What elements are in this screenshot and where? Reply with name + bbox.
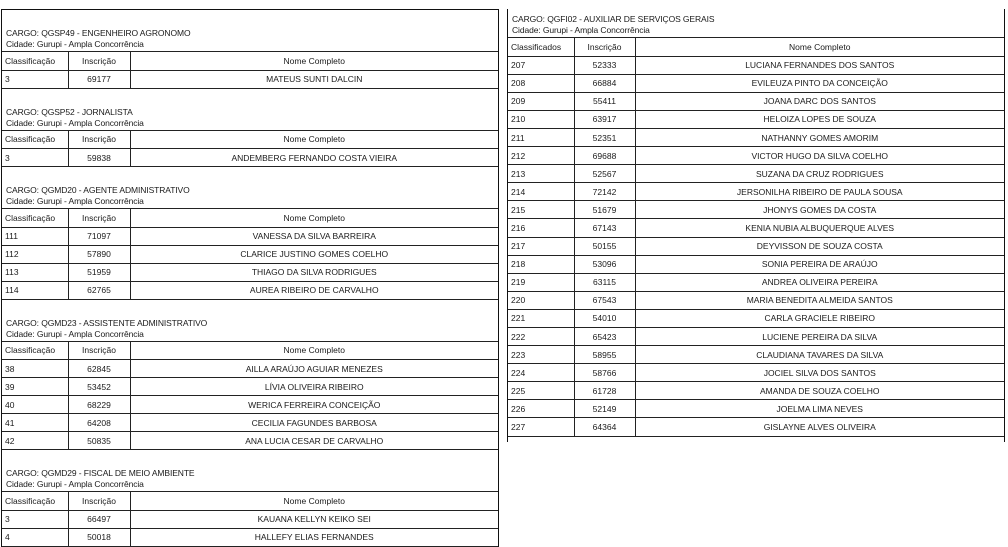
cell-inscricao: 58766 [574, 364, 635, 382]
cell-classificacao: 41 [2, 414, 68, 432]
section-header [508, 9, 1004, 38]
column-header-inscricao: Inscrição [68, 492, 130, 510]
cell-classificacao: 218 [508, 255, 574, 273]
column-header-nome: Nome Completo [635, 38, 1004, 56]
cell-inscricao: 61728 [574, 382, 635, 400]
cell-inscricao: 57890 [68, 245, 130, 263]
cell-nome: LUCIENE PEREIRA DA SILVA [635, 328, 1004, 346]
cell-classificacao: 113 [2, 263, 68, 281]
cargo-title: CARGO: QGMD20 - AGENTE ADMINISTRATIVO [6, 185, 190, 195]
table-header-row [2, 131, 498, 149]
cell-inscricao: 71097 [68, 227, 130, 245]
cargo-title: CARGO: QGMD29 - FISCAL DE MEIO AMBIENTE [6, 468, 195, 478]
cell-classificacao: 207 [508, 56, 574, 74]
table-row [508, 382, 1004, 400]
cell-classificacao: 223 [508, 346, 574, 364]
cidade-label: Cidade: Gurupi - Ampla Concorrência [6, 328, 144, 339]
cargo-title: CARGO: QGFI02 - AUXILIAR DE SERVIÇOS GERAIS [512, 14, 715, 24]
table-row [2, 528, 498, 546]
cell-nome: HALLEFY ELIAS FERNANDES [130, 528, 498, 546]
column-header-inscricao: Inscrição [68, 209, 130, 227]
cell-classificacao: 219 [508, 273, 574, 291]
column-header-classificacao: Classificação [2, 52, 68, 70]
cargo-section [508, 9, 1004, 437]
table-row [2, 149, 498, 167]
cell-nome: SONIA PEREIRA DE ARAÚJO [635, 255, 1004, 273]
cell-nome: THIAGO DA SILVA RODRIGUES [130, 263, 498, 281]
table-row [508, 237, 1004, 255]
cell-nome: LUCIANA FERNANDES DOS SANTOS [635, 56, 1004, 74]
table-row [508, 201, 1004, 219]
table-header-row [2, 342, 498, 360]
column-header-nome: Nome Completo [130, 209, 498, 227]
cell-nome: KAUANA KELLYN KEIKO SEI [130, 510, 498, 528]
cell-inscricao: 55411 [574, 92, 635, 110]
cell-nome: ANDEMBERG FERNANDO COSTA VIEIRA [130, 149, 498, 167]
column-header-classificacao: Classificação [2, 492, 68, 510]
cell-classificacao: 40 [2, 396, 68, 414]
cell-classificacao: 112 [2, 245, 68, 263]
table-row [508, 273, 1004, 291]
cell-nome: SUZANA DA CRUZ RODRIGUES [635, 165, 1004, 183]
cell-classificacao: 227 [508, 418, 574, 436]
cell-nome: JHONYS GOMES DA COSTA [635, 201, 1004, 219]
table-row [2, 70, 498, 88]
table-row [508, 128, 1004, 146]
results-table [508, 38, 1004, 437]
table-row [508, 219, 1004, 237]
cell-classificacao: 225 [508, 382, 574, 400]
cell-nome: ANDREA OLIVEIRA PEREIRA [635, 273, 1004, 291]
table-row [508, 291, 1004, 309]
left-results-panel [1, 9, 499, 547]
cell-nome: CARLA GRACIELE RIBEIRO [635, 309, 1004, 327]
cargo-section [2, 167, 498, 300]
cell-classificacao: 226 [508, 400, 574, 418]
cell-nome: JOANA DARC DOS SANTOS [635, 92, 1004, 110]
column-header-nome: Nome Completo [130, 342, 498, 360]
cell-classificacao: 221 [508, 309, 574, 327]
cell-inscricao: 50835 [68, 432, 130, 450]
cargo-title: CARGO: QGSP49 - ENGENHEIRO AGRONOMO [6, 28, 191, 38]
cell-nome: VICTOR HUGO DA SILVA COELHO [635, 147, 1004, 165]
section-header [2, 10, 498, 52]
cell-nome: NATHANNY GOMES AMORIM [635, 128, 1004, 146]
table-row [508, 56, 1004, 74]
results-table [2, 52, 498, 89]
cell-classificacao: 39 [2, 378, 68, 396]
cell-classificacao: 215 [508, 201, 574, 219]
cell-inscricao: 62845 [68, 360, 130, 378]
cell-classificacao: 217 [508, 237, 574, 255]
column-header-inscricao: Inscrição [68, 131, 130, 149]
cell-inscricao: 59838 [68, 149, 130, 167]
column-header-nome: Nome Completo [130, 492, 498, 510]
cell-nome: CLAUDIANA TAVARES DA SILVA [635, 346, 1004, 364]
table-row [2, 432, 498, 450]
cell-inscricao: 53452 [68, 378, 130, 396]
table-row [2, 510, 498, 528]
column-header-classificacao: Classificação [2, 342, 68, 360]
cell-nome: HELOIZA LOPES DE SOUZA [635, 110, 1004, 128]
cargo-section [2, 89, 498, 168]
column-header-nome: Nome Completo [130, 131, 498, 149]
column-header-inscricao: Inscrição [68, 342, 130, 360]
cell-inscricao: 63917 [574, 110, 635, 128]
cell-classificacao: 208 [508, 74, 574, 92]
section-header [2, 89, 498, 131]
cargo-title: CARGO: QGSP52 - JORNALISTA [6, 106, 133, 117]
cell-nome: AMANDA DE SOUZA COELHO [635, 382, 1004, 400]
table-header-row [2, 209, 498, 227]
cell-nome: AILLA ARAÚJO AGUIAR MENEZES [130, 360, 498, 378]
cell-inscricao: 64208 [68, 414, 130, 432]
cell-inscricao: 54010 [574, 309, 635, 327]
results-table [2, 492, 498, 547]
results-table [2, 209, 498, 300]
column-header-classificacao: Classificação [2, 131, 68, 149]
cell-inscricao: 62765 [68, 281, 130, 299]
cell-classificacao: 222 [508, 328, 574, 346]
column-header-classificacao: Classificação [2, 209, 68, 227]
cell-nome: CLARICE JUSTINO GOMES COELHO [130, 245, 498, 263]
column-header-inscricao: Inscrição [68, 52, 130, 70]
cell-inscricao: 72142 [574, 183, 635, 201]
cell-classificacao: 216 [508, 219, 574, 237]
table-row [508, 74, 1004, 92]
cell-nome: MATEUS SUNTI DALCIN [130, 70, 498, 88]
right-results-panel [507, 9, 1005, 442]
cell-nome: CECILIA FAGUNDES BARBOSA [130, 414, 498, 432]
cell-inscricao: 67143 [574, 219, 635, 237]
cell-nome: GISLAYNE ALVES OLIVEIRA [635, 418, 1004, 436]
cell-inscricao: 64364 [574, 418, 635, 436]
cell-classificacao: 114 [2, 281, 68, 299]
cell-inscricao: 52333 [574, 56, 635, 74]
table-row [508, 364, 1004, 382]
cell-inscricao: 53096 [574, 255, 635, 273]
cell-nome: VANESSA DA SILVA BARREIRA [130, 227, 498, 245]
cell-inscricao: 66884 [574, 74, 635, 92]
cell-inscricao: 67543 [574, 291, 635, 309]
table-header-row [2, 492, 498, 510]
table-row [508, 346, 1004, 364]
table-row [2, 360, 498, 378]
panel-continuation [508, 437, 1004, 442]
cell-inscricao: 52567 [574, 165, 635, 183]
cidade-label: Cidade: Gurupi - Ampla Concorrência [6, 479, 144, 489]
cidade-label: Cidade: Gurupi - Ampla Concorrência [512, 25, 650, 35]
table-row [508, 418, 1004, 436]
table-row [508, 328, 1004, 346]
cell-classificacao: 111 [2, 227, 68, 245]
cell-nome: JOCIEL SILVA DOS SANTOS [635, 364, 1004, 382]
table-header-row [2, 52, 498, 70]
cell-inscricao: 50155 [574, 237, 635, 255]
section-header [2, 450, 498, 492]
cell-inscricao: 68229 [68, 396, 130, 414]
cidade-label: Cidade: Gurupi - Ampla Concorrência [6, 117, 144, 128]
cell-classificacao: 209 [508, 92, 574, 110]
cell-classificacao: 220 [508, 291, 574, 309]
cell-classificacao: 3 [2, 510, 68, 528]
cell-nome: WERICA FERREIRA CONCEIÇÃO [130, 396, 498, 414]
cidade-label: Cidade: Gurupi - Ampla Concorrência [6, 39, 144, 49]
column-header-classificacao: Classificados [508, 38, 574, 56]
section-header [2, 167, 498, 209]
table-row [508, 255, 1004, 273]
cell-nome: AUREA RIBEIRO DE CARVALHO [130, 281, 498, 299]
cell-classificacao: 210 [508, 110, 574, 128]
cell-inscricao: 58955 [574, 346, 635, 364]
table-row [508, 92, 1004, 110]
table-row [2, 245, 498, 263]
cell-classificacao: 214 [508, 183, 574, 201]
cell-classificacao: 211 [508, 128, 574, 146]
table-row [2, 263, 498, 281]
table-row [508, 183, 1004, 201]
table-row [508, 165, 1004, 183]
cell-inscricao: 63115 [574, 273, 635, 291]
cell-inscricao: 66497 [68, 510, 130, 528]
cell-nome: JOELMA LIMA NEVES [635, 400, 1004, 418]
cell-nome: JERSONILHA RIBEIRO DE PAULA SOUSA [635, 183, 1004, 201]
cell-classificacao: 213 [508, 165, 574, 183]
cell-classificacao: 42 [2, 432, 68, 450]
cell-nome: DEYVISSON DE SOUZA COSTA [635, 237, 1004, 255]
cell-inscricao: 52149 [574, 400, 635, 418]
cell-nome: EVILEUZA PINTO DA CONCEIÇÃO [635, 74, 1004, 92]
cell-nome: ANA LUCIA CESAR DE CARVALHO [130, 432, 498, 450]
results-table [2, 131, 498, 168]
cell-classificacao: 212 [508, 147, 574, 165]
cell-classificacao: 3 [2, 149, 68, 167]
column-header-nome: Nome Completo [130, 52, 498, 70]
cell-inscricao: 65423 [574, 328, 635, 346]
cargo-title: CARGO: QGMD23 - ASSISTENTE ADMINISTRATIVO [6, 317, 208, 328]
table-row [508, 110, 1004, 128]
cell-classificacao: 3 [2, 70, 68, 88]
cell-inscricao: 50018 [68, 528, 130, 546]
cell-inscricao: 52351 [574, 128, 635, 146]
column-header-inscricao: Inscrição [574, 38, 635, 56]
cargo-section [2, 450, 498, 547]
cell-classificacao: 38 [2, 360, 68, 378]
cell-nome: KENIA NUBIA ALBUQUERQUE ALVES [635, 219, 1004, 237]
cargo-section [2, 300, 498, 451]
cell-inscricao: 69688 [574, 147, 635, 165]
cell-inscricao: 51959 [68, 263, 130, 281]
cell-inscricao: 51679 [574, 201, 635, 219]
cell-nome: LÍVIA OLIVEIRA RIBEIRO [130, 378, 498, 396]
results-table [2, 342, 498, 451]
cell-nome: MARIA BENEDITA ALMEIDA SANTOS [635, 291, 1004, 309]
table-row [2, 281, 498, 299]
table-row [2, 414, 498, 432]
cidade-label: Cidade: Gurupi - Ampla Concorrência [6, 196, 144, 206]
cell-inscricao: 69177 [68, 70, 130, 88]
table-row [508, 400, 1004, 418]
cargo-section [2, 10, 498, 89]
cell-classificacao: 4 [2, 528, 68, 546]
table-row [2, 378, 498, 396]
table-header-row [508, 38, 1004, 56]
table-row [508, 147, 1004, 165]
table-row [2, 227, 498, 245]
table-row [508, 309, 1004, 327]
cell-classificacao: 224 [508, 364, 574, 382]
table-row [2, 396, 498, 414]
section-header [2, 300, 498, 342]
